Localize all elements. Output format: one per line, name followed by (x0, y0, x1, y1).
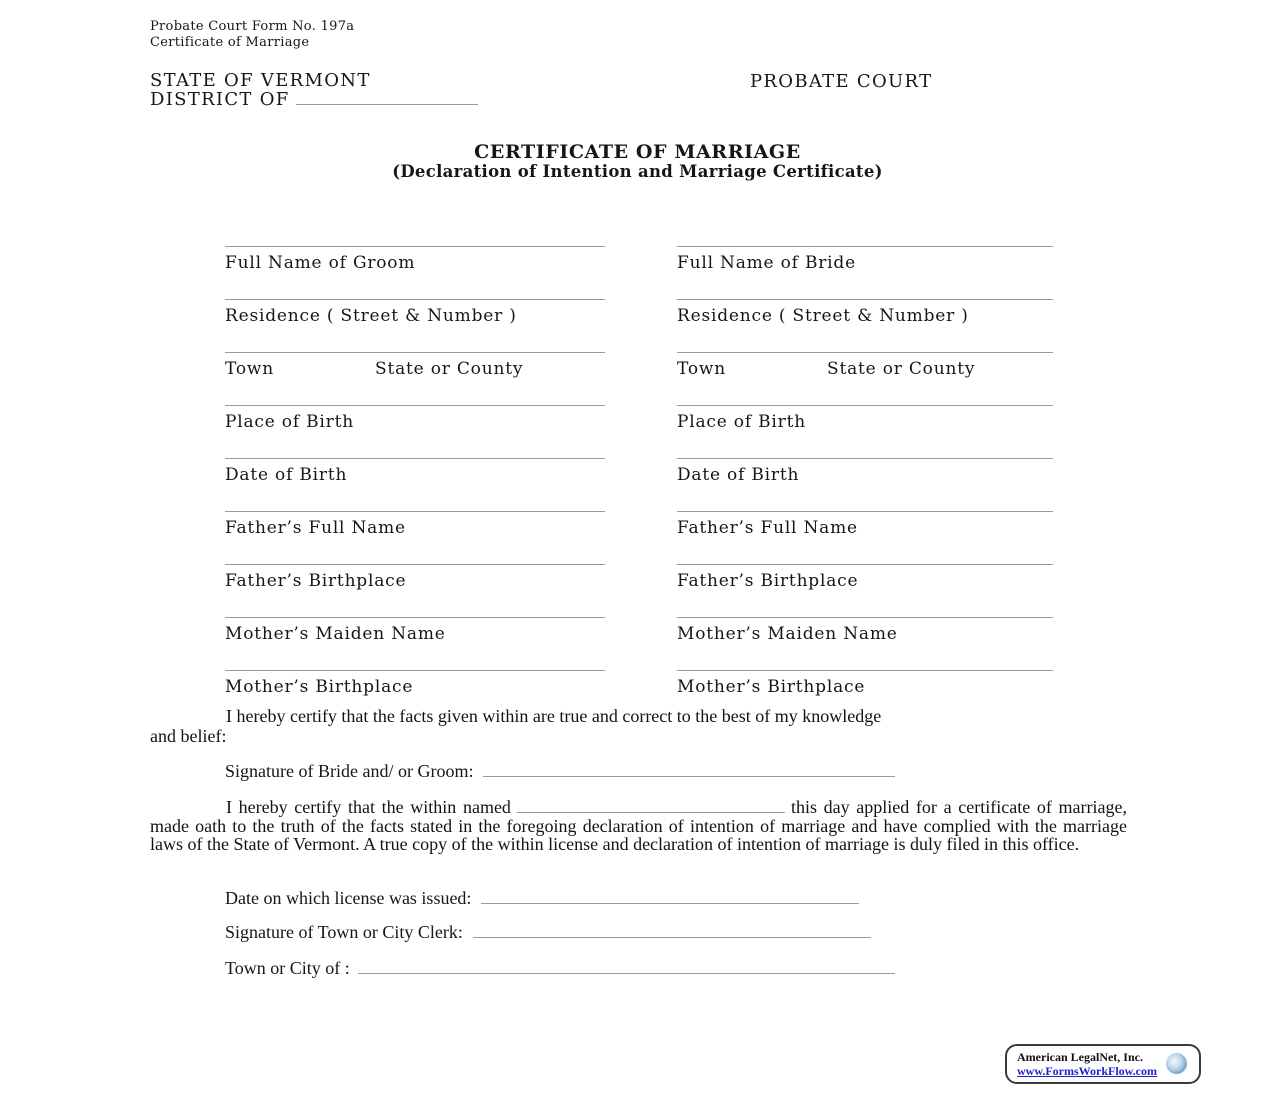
fill-line[interactable] (225, 352, 605, 353)
field-label: Date of Birth (677, 465, 800, 485)
bride-place-of-birth-field (677, 405, 1053, 432)
certification-statement-1 (150, 706, 1127, 746)
field-label: Father’s Full Name (677, 518, 858, 538)
fill-line[interactable] (677, 405, 1053, 406)
field-row-father-name (0, 511, 1275, 563)
fill-line[interactable] (677, 511, 1053, 512)
page-title: CERTIFICATE OF MARRIAGE (474, 141, 801, 163)
groom-fullname-field (225, 246, 605, 273)
fill-line[interactable] (677, 299, 1053, 300)
license-date-label: Date on which license was issued: (225, 888, 472, 908)
certification-statement-2 (150, 798, 1127, 854)
field-row-birthplace (0, 405, 1275, 457)
state-district-block (150, 71, 478, 109)
field-row-dob (0, 458, 1275, 510)
district-label: DISTRICT OF (150, 89, 290, 110)
bride-mother-birthplace-field (677, 670, 1053, 697)
field-row-mother-name (0, 617, 1275, 669)
groom-residence-field (225, 299, 605, 326)
form-number-line2: Certificate of Marriage (150, 35, 310, 50)
field-label: Place of Birth (677, 412, 806, 432)
page-subtitle: (Declaration of Intention and Marriage Certificate) (392, 162, 883, 181)
town-city-row (225, 958, 895, 979)
groom-date-of-birth-field (225, 458, 605, 485)
clerk-signature-fill-line[interactable] (473, 923, 871, 938)
fill-line[interactable] (225, 564, 605, 565)
fill-line[interactable] (225, 617, 605, 618)
fill-line[interactable] (677, 458, 1053, 459)
license-date-fill-line[interactable] (481, 889, 859, 904)
groom-father-birthplace-field (225, 564, 605, 591)
groom-town-field (225, 352, 605, 379)
field-row-town-state (0, 352, 1275, 404)
probate-court-label: PROBATE COURT (750, 71, 933, 92)
globe-icon (1160, 1047, 1193, 1080)
field-label: Town (677, 359, 726, 379)
statement-line: I hereby certify that the facts given within are true and correct to the best of my knowledge (226, 706, 882, 726)
state-label: STATE OF VERMONT (150, 70, 371, 91)
bride-residence-field (677, 299, 1053, 326)
fill-line[interactable] (225, 458, 605, 459)
form-number-block (150, 19, 354, 51)
field-label: Mother’s Birthplace (677, 677, 866, 697)
license-date-row (225, 888, 859, 909)
groom-mother-name-field (225, 617, 605, 644)
field-label-secondary: State or County (375, 359, 524, 379)
logo-company-name: American LegalNet, Inc. (1017, 1050, 1143, 1064)
american-legalnet-logo (1005, 1044, 1201, 1084)
bride-mother-name-field (677, 617, 1053, 644)
bride-date-of-birth-field (677, 458, 1053, 485)
fill-line[interactable] (225, 299, 605, 300)
globe-icon-core (1166, 1053, 1187, 1074)
field-label: Mother’s Maiden Name (225, 624, 446, 644)
field-label: Residence ( Street & Number ) (225, 306, 517, 326)
clerk-signature-label: Signature of Town or City Clerk: (225, 922, 463, 942)
field-label: Date of Birth (225, 465, 348, 485)
statement-text: this day applied for a certificate of marriage, made oath to the truth of the facts stated in the foregoing declaration of intention of marriage and have complied with the marriage laws of the State of Vermont. A true copy of the within license and declaration of intention of marriage is duly filed in this office. (150, 797, 1127, 855)
statement-line: and belief: (150, 726, 227, 746)
field-label: Mother’s Birthplace (225, 677, 414, 697)
field-row-father-birthplace (0, 564, 1275, 616)
within-named-fill-line[interactable] (517, 798, 785, 813)
signature-bride-groom-label: Signature of Bride and/ or Groom: (225, 761, 474, 781)
clerk-signature-row (225, 922, 871, 943)
form-number-line1: Probate Court Form No. 197a (150, 19, 355, 34)
groom-father-name-field (225, 511, 605, 538)
field-label: Place of Birth (225, 412, 354, 432)
field-label: Father’s Birthplace (677, 571, 859, 591)
title-block (0, 143, 1275, 181)
district-fill-line[interactable] (296, 91, 478, 105)
field-row-residence (0, 299, 1275, 351)
groom-mother-birthplace-field (225, 670, 605, 697)
field-label-secondary: State or County (827, 359, 976, 379)
field-label: Father’s Full Name (225, 518, 406, 538)
bride-father-birthplace-field (677, 564, 1053, 591)
field-label: Full Name of Groom (225, 253, 416, 273)
field-label: Town (225, 359, 274, 379)
groom-place-of-birth-field (225, 405, 605, 432)
fill-line[interactable] (225, 405, 605, 406)
fill-line[interactable] (677, 564, 1053, 565)
signature-bride-groom-row (225, 761, 895, 782)
signature-bride-groom-fill-line[interactable] (483, 762, 895, 777)
field-label: Mother’s Maiden Name (677, 624, 898, 644)
bride-town-field (677, 352, 1053, 379)
statement-text: I hereby certify that the within named (226, 797, 511, 817)
bride-fullname-field (677, 246, 1053, 273)
bride-father-name-field (677, 511, 1053, 538)
fill-line[interactable] (225, 670, 605, 671)
fill-line[interactable] (225, 246, 605, 247)
fill-line[interactable] (677, 246, 1053, 247)
town-city-label: Town or City of : (225, 958, 350, 978)
fill-line[interactable] (677, 352, 1053, 353)
field-label: Full Name of Bride (677, 253, 856, 273)
field-row-name (0, 246, 1275, 298)
field-label: Residence ( Street & Number ) (677, 306, 969, 326)
fill-line[interactable] (677, 670, 1053, 671)
town-city-fill-line[interactable] (358, 959, 895, 974)
fill-line[interactable] (677, 617, 1053, 618)
logo-text-block (1017, 1050, 1157, 1078)
field-label: Father’s Birthplace (225, 571, 407, 591)
district-row (150, 90, 478, 109)
formsworkflow-link[interactable]: www.FormsWorkFlow.com (1017, 1064, 1157, 1078)
fill-line[interactable] (225, 511, 605, 512)
